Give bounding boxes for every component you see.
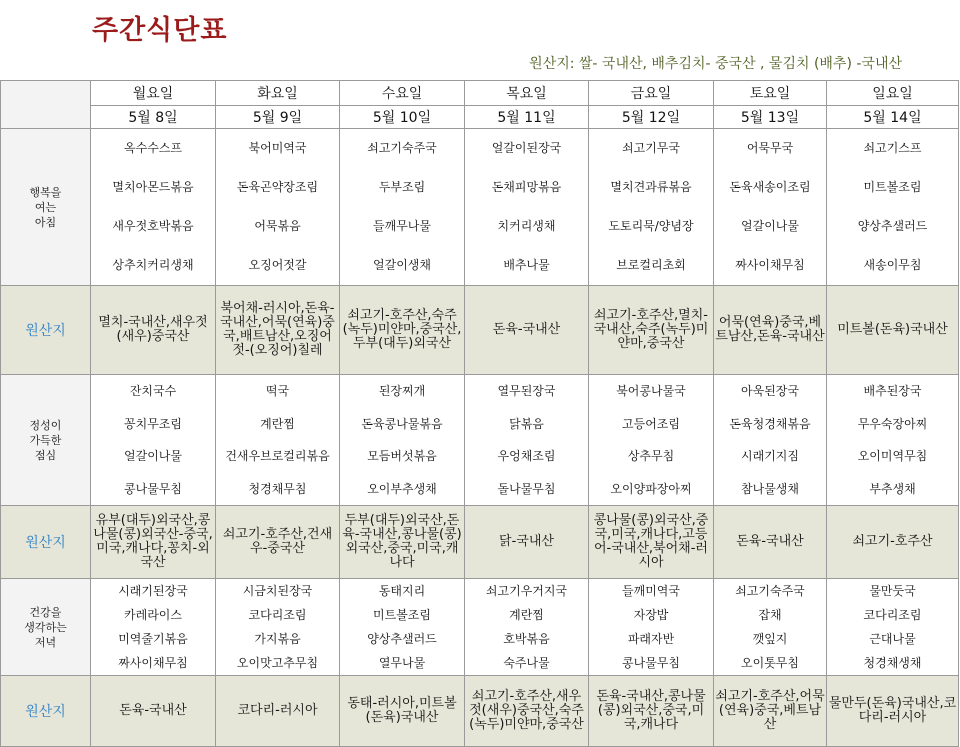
menu-item: 미트볼조림	[863, 180, 922, 194]
menu-item: 시래기지짐	[741, 449, 799, 463]
day-header: 화요일	[216, 81, 340, 106]
menu-cell	[714, 129, 827, 286]
date-header: 5월 12일	[589, 106, 714, 129]
menu-cell	[465, 579, 589, 676]
menu-item: 돈육곤약장조림	[236, 180, 319, 194]
menu-item: 숙주나물	[503, 656, 550, 670]
menu-item: 들깨미역국	[622, 584, 680, 598]
menu-cell	[827, 375, 959, 506]
menu-item: 짜사이채무침	[735, 258, 805, 272]
origin-cell: 콩나물(콩)외국산,중국,미국,캐나다,고등어-국내산,북어채-러시아	[589, 506, 714, 579]
menu-item: 쇠고기숙주국	[735, 584, 805, 598]
menu-cell	[589, 129, 714, 286]
menu-cell	[216, 579, 340, 676]
menu-item: 자장밥	[633, 608, 669, 622]
menu-item: 오이톳무침	[741, 656, 799, 670]
origin-cell: 유부(대두)외국산,콩나물(콩)외국산-중국,미국,캐나다,꽁치-외국산	[91, 506, 216, 579]
date-header: 5월 10일	[340, 106, 465, 129]
menu-item: 돈채피망볶음	[491, 180, 562, 194]
menu-cell	[714, 375, 827, 506]
menu-cell	[827, 129, 959, 286]
menu-item: 건새우브로컬리볶음	[225, 449, 330, 463]
menu-item: 호박볶음	[503, 632, 550, 646]
menu-item: 고등어조림	[622, 416, 680, 431]
day-header-row	[1, 81, 959, 106]
menu-item: 돈육콩나물볶음	[361, 416, 443, 431]
menu-item: 청경채생채	[863, 656, 922, 670]
menu-cell	[465, 129, 589, 286]
origin-cell: 미트볼(돈육)국내산	[827, 286, 959, 375]
meal-label-line: 여는	[34, 200, 57, 214]
menu-item: 쇠고기숙주국	[367, 141, 437, 155]
date-header: 5월 8일	[91, 106, 216, 129]
menu-item: 꽁치무조림	[124, 416, 182, 431]
meal-label-line: 생각하는	[24, 620, 67, 634]
origin-cell: 두부(대두)외국산,돈육-국내산,콩나물(콩)외국산,중국,미국,캐나다	[340, 506, 465, 579]
menu-item: 된장찌개	[378, 384, 426, 398]
origin-cell: 쇠고기-호주산,건새우-중국산	[216, 506, 340, 579]
origin-label: 원산지	[1, 506, 91, 579]
menu-item: 열무나물	[378, 656, 426, 670]
menu-item: 모듬버섯볶음	[367, 449, 437, 463]
menu-item: 상추무침	[627, 449, 675, 463]
menu-item: 북어콩나물국	[616, 384, 686, 398]
menu-item: 멸치견과류볶음	[610, 180, 692, 194]
menu-item: 참나물생채	[741, 481, 799, 496]
menu-item: 새우젓호박볶음	[112, 219, 194, 233]
menu-item: 닭볶음	[509, 416, 544, 431]
menu-cell	[827, 579, 959, 676]
menu-item: 카레라이스	[124, 608, 182, 622]
menu-item: 코다리조림	[863, 608, 922, 622]
menu-item: 미역줄기볶음	[118, 632, 188, 646]
menu-item: 미트볼조림	[373, 608, 431, 622]
menu-item: 어묵볶음	[254, 219, 301, 233]
menu-item: 북어미역국	[248, 141, 307, 155]
meal-label	[1, 579, 91, 676]
menu-item: 얼갈이된장국	[491, 141, 562, 155]
menu-item: 오이양파장아찌	[610, 481, 692, 496]
menu-item: 오이맛고추무침	[236, 656, 319, 670]
menu-item: 콩나물무침	[124, 481, 182, 496]
meal-label-line: 행복을	[29, 185, 62, 199]
origin-cell: 돈육-국내산	[91, 676, 216, 747]
menu-cell	[589, 579, 714, 676]
menu-item: 새송이무침	[863, 258, 922, 272]
meal-row	[1, 375, 959, 506]
page-title: 주간식단표	[92, 15, 228, 46]
day-header: 토요일	[714, 81, 827, 106]
menu-item: 상추치커리생채	[112, 258, 194, 272]
menu-cell	[216, 375, 340, 506]
menu-item: 돌나물무침	[497, 481, 556, 496]
meal-row	[1, 579, 959, 676]
menu-item: 옥수수스프	[124, 141, 182, 155]
menu-item: 쇠고기스프	[863, 141, 922, 155]
day-header: 월요일	[91, 81, 216, 106]
meal-label	[1, 375, 91, 506]
origin-row	[1, 676, 959, 747]
menu-item: 깻잎지	[752, 632, 788, 646]
origin-cell: 돈육-국내산	[714, 506, 827, 579]
menu-cell	[714, 579, 827, 676]
menu-item: 청경채무침	[248, 481, 307, 496]
meal-row	[1, 129, 959, 286]
menu-item: 시금치된장국	[242, 584, 313, 598]
origin-cell: 물만두(돈육)국내산,코다리-러시아	[827, 676, 959, 747]
menu-item: 치커리생채	[497, 219, 556, 233]
menu-item: 돈육청경채볶음	[729, 416, 811, 431]
day-header: 일요일	[827, 81, 959, 106]
menu-item: 도토리묵/양념장	[608, 219, 694, 233]
menu-item: 돈육새송이조림	[729, 180, 811, 194]
menu-item: 짜사이채무침	[118, 656, 188, 670]
menu-item: 두부조림	[378, 180, 426, 194]
date-header-row	[1, 106, 959, 129]
date-header: 5월 11일	[465, 106, 589, 129]
menu-cell	[340, 579, 465, 676]
origin-label: 원산지	[1, 286, 91, 375]
origin-label: 원산지	[1, 676, 91, 747]
menu-item: 멸치아몬드볶음	[112, 180, 194, 194]
origin-cell: 쇠고기-호주산,멸치-국내산,숙주(녹두)미얀마,중국산	[589, 286, 714, 375]
menu-item: 파래자반	[627, 632, 675, 646]
origin-cell: 돈육-국내산,콩나물(콩)외국산,중국,미국,캐나다	[589, 676, 714, 747]
menu-item: 양상추샐러드	[857, 219, 928, 233]
menu-item: 시래기된장국	[118, 584, 188, 598]
menu-item: 콩나물무침	[622, 656, 680, 670]
origin-cell: 쇠고기-호주산,새우젓(새우)중국산,숙주(녹두)미얀마,중국산	[465, 676, 589, 747]
menu-cell	[465, 375, 589, 506]
origin-cell: 북어채-러시아,돈육-국내산,어묵(연육)중국,배트남산,오징어젓-(오징어)칠레	[216, 286, 340, 375]
menu-item: 가지볶음	[254, 632, 301, 646]
menu-cell	[340, 375, 465, 506]
date-header: 5월 13일	[714, 106, 827, 129]
menu-item: 우엉채조림	[497, 449, 556, 463]
menu-item: 계란찜	[509, 608, 544, 622]
origin-cell: 코다리-러시아	[216, 676, 340, 747]
origin-note: 원산지: 쌀- 국내산, 배추김치- 중국산 , 물김치 (배추) -국내산	[529, 56, 902, 72]
menu-item: 잡채	[758, 608, 782, 622]
menu-item: 근대나물	[869, 632, 916, 646]
day-header: 금요일	[589, 81, 714, 106]
menu-cell	[589, 375, 714, 506]
menu-item: 동태지리	[378, 584, 426, 598]
meal-label-line: 점심	[34, 448, 57, 462]
menu-item: 배추된장국	[863, 384, 922, 398]
menu-item: 쇠고기무국	[622, 141, 680, 155]
menu-cell	[91, 129, 216, 286]
origin-row	[1, 506, 959, 579]
menu-item: 잔치국수	[129, 384, 177, 398]
menu-item: 쇠고기우거지국	[485, 584, 568, 598]
menu-item: 아욱된장국	[741, 384, 799, 398]
weekly-menu-table	[0, 80, 959, 747]
day-header: 목요일	[465, 81, 589, 106]
menu-item: 배추나물	[503, 258, 550, 272]
date-header: 5월 9일	[216, 106, 340, 129]
meal-label	[1, 129, 91, 286]
menu-item: 오징어젓갈	[248, 258, 307, 272]
origin-cell: 동태-러시아,미트볼(돈육)국내산	[340, 676, 465, 747]
origin-cell: 쇠고기-호주산,숙주(녹두)미얀마,중국산,두부(대두)외국산	[340, 286, 465, 375]
meal-label-line: 저녁	[34, 635, 57, 649]
meal-label-line: 가득한	[29, 433, 62, 447]
menu-item: 무우숙장아찌	[857, 416, 928, 431]
meal-label-line: 정성이	[29, 418, 62, 432]
menu-item: 오이미역무침	[857, 449, 928, 463]
menu-item: 물만둣국	[869, 584, 916, 598]
origin-cell: 어묵(연육)중국,베트남산,돈육-국내산	[714, 286, 827, 375]
menu-item: 떡국	[265, 384, 290, 398]
corner-cell	[1, 81, 91, 129]
origin-cell: 닭-국내산	[465, 506, 589, 579]
menu-item: 양상추샐러드	[367, 632, 437, 646]
menu-item: 얼갈이나물	[124, 449, 182, 463]
origin-cell: 쇠고기-호주산,어묵(연육)중국,베트남산	[714, 676, 827, 747]
origin-cell: 멸치-국내산,새우젓(새우)중국산	[91, 286, 216, 375]
origin-cell: 돈육-국내산	[465, 286, 589, 375]
origin-cell: 쇠고기-호주산	[827, 506, 959, 579]
menu-item: 코다리조림	[248, 608, 307, 622]
menu-item: 얼갈이나물	[741, 219, 799, 233]
menu-item: 어묵무국	[746, 141, 794, 155]
menu-item: 열무된장국	[497, 384, 556, 398]
menu-cell	[216, 129, 340, 286]
menu-cell	[91, 375, 216, 506]
menu-item: 들깨무나물	[373, 219, 431, 233]
meal-label-line: 아침	[34, 215, 57, 229]
menu-item: 오이부추생채	[367, 481, 437, 496]
menu-item: 브로컬리초회	[616, 258, 686, 272]
menu-item: 얼갈이생채	[373, 258, 431, 272]
menu-cell	[340, 129, 465, 286]
day-header: 수요일	[340, 81, 465, 106]
date-header: 5월 14일	[827, 106, 959, 129]
origin-row	[1, 286, 959, 375]
meal-label-line: 건강을	[29, 605, 62, 619]
menu-item: 부추생채	[869, 481, 916, 496]
menu-item: 계란찜	[260, 416, 295, 431]
menu-cell	[91, 579, 216, 676]
